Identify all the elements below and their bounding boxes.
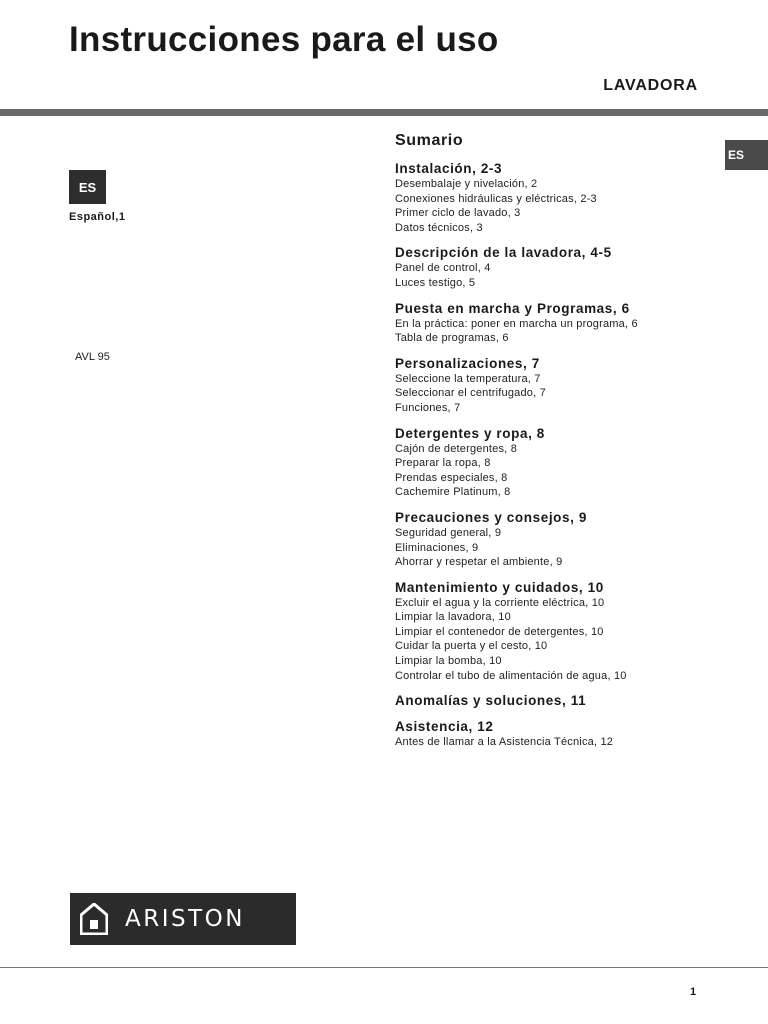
toc-entry: Ahorrar y respetar el ambiente, 9 xyxy=(395,556,563,569)
header-divider xyxy=(0,109,768,116)
toc-section xyxy=(395,425,715,500)
toc-entry: Seleccionar el centrifugado, 7 xyxy=(395,387,546,400)
page-number: 1 xyxy=(690,986,697,998)
toc-entry: Limpiar la bomba, 10 xyxy=(395,655,502,668)
house-logo-icon xyxy=(80,903,108,935)
brand-logo xyxy=(70,893,296,945)
toc-section xyxy=(395,718,715,750)
toc-section xyxy=(395,692,715,709)
toc-entry: Cuidar la puerta y el cesto, 10 xyxy=(395,640,548,653)
toc-heading: Sumario xyxy=(395,132,464,149)
toc-entry: Primer ciclo de lavado, 3 xyxy=(395,207,521,220)
language-badge: ES xyxy=(69,170,106,204)
toc-entry: Cachemire Platinum, 8 xyxy=(395,486,511,499)
toc-entry: En la práctica: poner en marcha un programa, 6 xyxy=(395,317,638,330)
toc-section-title: Precauciones y consejos, 9 xyxy=(395,509,587,525)
toc-entry: Prendas especiales, 8 xyxy=(395,471,508,484)
toc-section xyxy=(395,300,715,346)
toc-section xyxy=(395,579,715,684)
toc-section-title: Mantenimiento y cuidados, 10 xyxy=(395,579,604,595)
product-type: LAVADORA xyxy=(603,77,698,94)
toc-section-title: Anomalías y soluciones, 11 xyxy=(395,693,587,709)
toc-section-title: Puesta en marcha y Programas, 6 xyxy=(395,300,630,316)
toc-section xyxy=(395,244,715,290)
toc-entry: Preparar la ropa, 8 xyxy=(395,457,491,470)
toc-entry: Desembalaje y nivelación, 2 xyxy=(395,178,538,190)
page-title: Instrucciones para el uso xyxy=(69,20,499,59)
toc-entry: Tabla de programas, 6 xyxy=(395,332,509,345)
toc-section xyxy=(395,355,715,416)
toc-sections xyxy=(395,160,715,750)
toc-section-title: Personalizaciones, 7 xyxy=(395,355,540,371)
toc-entry: Datos técnicos, 3 xyxy=(395,221,483,234)
toc-entry: Limpiar la lavadora, 10 xyxy=(395,611,511,624)
toc-entry: Excluir el agua y la corriente eléctrica, 10 xyxy=(395,596,605,609)
language-side-tab: ES xyxy=(725,140,768,170)
toc-entry: Eliminaciones, 9 xyxy=(395,541,479,554)
toc-entry: Luces testigo, 5 xyxy=(395,276,476,289)
model-number: AVL 95 xyxy=(75,351,110,363)
brand-name: ARISTON xyxy=(125,906,245,932)
toc-section xyxy=(395,160,715,235)
toc-entry: Limpiar el contenedor de detergentes, 10 xyxy=(395,625,604,638)
table-of-contents xyxy=(395,132,715,759)
toc-entry: Controlar el tubo de alimentación de agua, 10 xyxy=(395,669,627,682)
toc-entry: Antes de llamar a la Asistencia Técnica, 12 xyxy=(395,736,614,749)
footer-divider xyxy=(0,967,768,968)
toc-entry: Funciones, 7 xyxy=(395,401,461,414)
toc-entry: Cajón de detergentes, 8 xyxy=(395,442,518,455)
toc-section xyxy=(395,509,715,570)
toc-entry: Panel de control, 4 xyxy=(395,262,491,275)
toc-entry: Seguridad general, 9 xyxy=(395,526,502,539)
toc-entry: Seleccione la temperatura, 7 xyxy=(395,372,541,385)
toc-section-title: Descripción de la lavadora, 4-5 xyxy=(395,245,612,261)
toc-section-title: Detergentes y ropa, 8 xyxy=(395,425,545,441)
toc-section-title: Asistencia, 12 xyxy=(395,719,494,735)
toc-section-title: Instalación, 2-3 xyxy=(395,161,503,176)
toc-entry: Conexiones hidráulicas y eléctricas, 2-3 xyxy=(395,192,597,205)
language-label: Español,1 xyxy=(69,211,126,223)
